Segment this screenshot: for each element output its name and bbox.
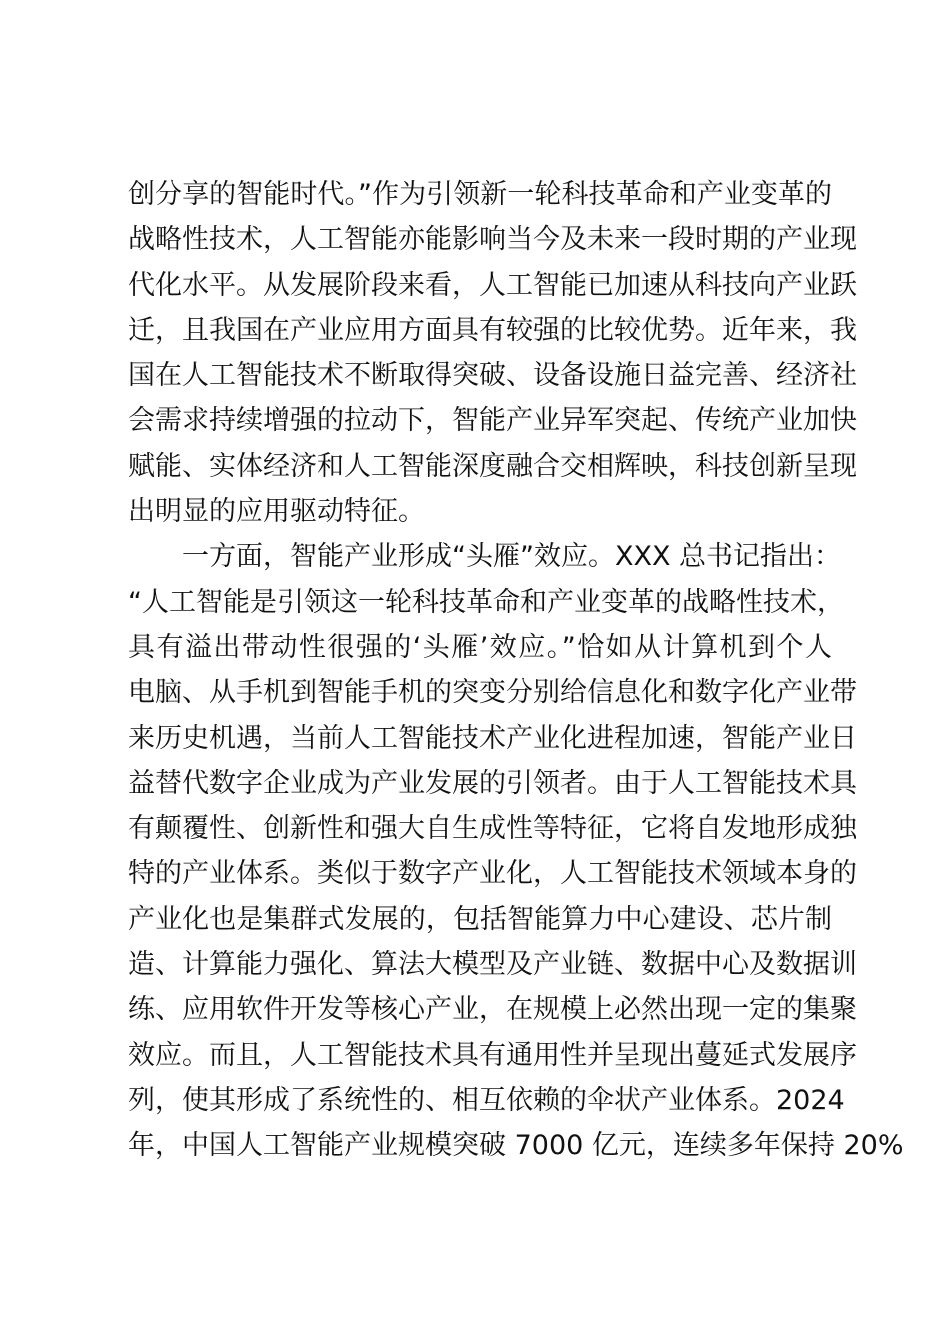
document-page [128,172,904,1169]
text-line: 有颠覆性、创新性和强大自生成性等特征，它将自发地形成独 [128,813,857,845]
paragraph-2 [128,534,904,1168]
text-line: 来历史机遇，当前人工智能技术产业化进程加速，智能产业日 [128,722,857,754]
text-line: 特的产业体系。类似于数字产业化，人工智能技术领域本身的 [128,858,857,890]
text-line: 年，中国人工智能产业规模突破 7000 亿元，连续多年保持 20% [128,1130,904,1162]
text-line: 会需求持续增强的拉动下，智能产业异军突起、传统产业加快 [128,405,857,437]
text-line: 迁，且我国在产业应用方面具有较强的比较优势。近年来，我 [128,314,857,346]
text-line: 电脑、从手机到智能手机的突变分别给信息化和数字化产业带 [128,677,857,709]
text-line: 列，使其形成了系统性的、相互依赖的伞状产业体系。2024 [128,1084,845,1116]
text-line: 效应。而且，人工智能技术具有通用性并呈现出蔓延式发展序 [128,1039,857,1071]
text-line: “人工智能是引领这一轮科技革命和产业变革的战略性技术， [128,586,844,618]
text-line: 国在人工智能技术不断取得突破、设备设施日益完善、经济社 [128,360,857,392]
text-line: 创分享的智能时代。”作为引领新一轮科技革命和产业变革的 [128,179,832,210]
text-line: 代化水平。从发展阶段来看，人工智能已加速从科技向产业跃 [128,269,857,301]
text-line: 益替代数字企业成为产业发展的引领者。由于人工智能技术具 [128,767,857,799]
text-line: 造、计算能力强化、算法大模型及产业链、数据中心及数据训 [128,949,857,981]
text-line: 具有溢出带动性很强的‘头雁’效应。”恰如从计算机到个人 [128,631,832,663]
paragraph-1 [128,172,857,534]
text-line: 出明显的应用驱动特征。 [128,496,425,528]
text-line: 战略性技术，人工智能亦能影响当今及未来一段时期的产业现 [128,224,857,256]
text-line: 一方面，智能产业形成“头雁”效应。XXX 总书记指出： [182,541,842,573]
text-line: 产业化也是集群式发展的，包括智能算力中心建设、芯片制 [128,903,832,935]
text-line: 赋能、实体经济和人工智能深度融合交相辉映，科技创新呈现 [128,450,857,482]
text-line: 练、应用软件开发等核心产业，在规模上必然出现一定的集聚 [128,994,857,1026]
